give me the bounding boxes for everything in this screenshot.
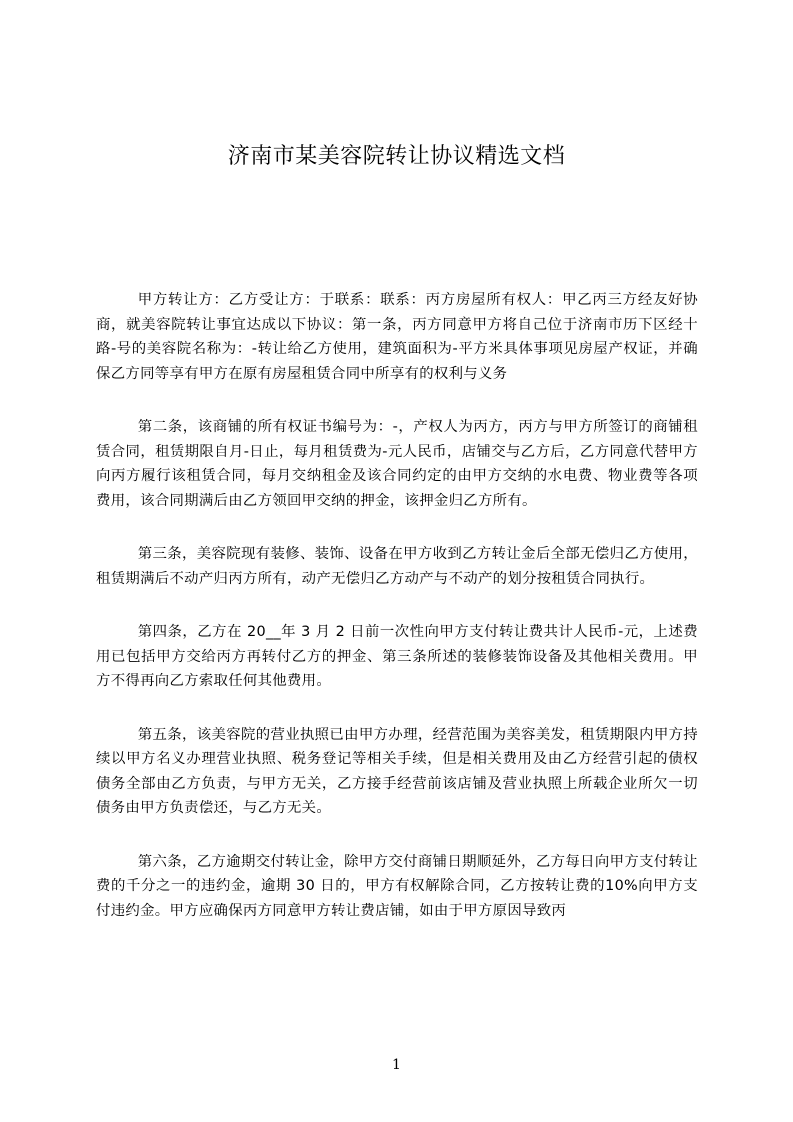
paragraph-article-5: 第五条，该美容院的营业执照已由甲方办理，经营范围为美容美发，租赁期限内甲方持续以甲方名义办理营业执照、税务登记等相关手续，但是相关费用及由乙方经营引起的债权债务全部由乙方负责，与甲方无关，乙方接手经营前该店铺及营业执照上所载企业所欠一切债务由甲方负责偿还，与乙方无关。 (96, 726, 698, 816)
document-title: 济南市某美容院转让协议精选文档 (227, 144, 566, 169)
paragraph-article-6: 第六条，乙方逾期交付转让金，除甲方交付商铺日期顺延外，乙方每日向甲方支付转让费的千分之一的违约金，逾期 30 日的，甲方有权解除合同，乙方按转让费的10%向甲方支付违约金。甲方应确保丙方同意甲方转让费店铺，如由于甲方原因导致丙 (96, 853, 698, 919)
paragraph-article-3: 第三条，美容院现有装修、装饰、设备在甲方收到乙方转让金后全部无偿归乙方使用，租赁期满后不动产归丙方所有，动产无偿归乙方动产与不动产的划分按租赁合同执行。 (96, 546, 698, 587)
document-body (96, 288, 698, 923)
paragraph-parties: 甲方转让方：乙方受让方：于联系：联系：丙方房屋所有权人：甲乙丙三方经友好协商，就美容院转让事宜达成以下协议：第一条，丙方同意甲方将自己位于济南市历下区经十路-号的美容院名称为：-转让给乙方使用，建筑面积为-平方米具体事项见房屋产权证，并确保乙方同等享有甲方在原有房屋租赁合同中所享有的权利与义务 (96, 292, 698, 382)
paragraph-article-4: 第四条，乙方在 20__年 3 月 2 日前一次性向甲方支付转让费共计人民币-元，上述费用已包括甲方交给丙方再转付乙方的押金、第三条所述的装修装饰设备及其他相关费用。甲方不得再向乙方索取任何其他费用。 (96, 624, 698, 689)
paragraph-article-2: 第二条，该商铺的所有权证书编号为：-，产权人为丙方，丙方与甲方所签订的商铺租赁合同，租赁期限自月-日止，每月租赁费为-元人民币，店铺交与乙方后，乙方同意代替甲方向丙方履行该租赁合同，每月交纳租金及该合同约定的由甲方交纳的水电费、物业费等各项费用，该合同期满后由乙方领回甲交纳的押金，该押金归乙方所有。 (96, 419, 698, 509)
page-number: 1 (392, 1057, 401, 1073)
